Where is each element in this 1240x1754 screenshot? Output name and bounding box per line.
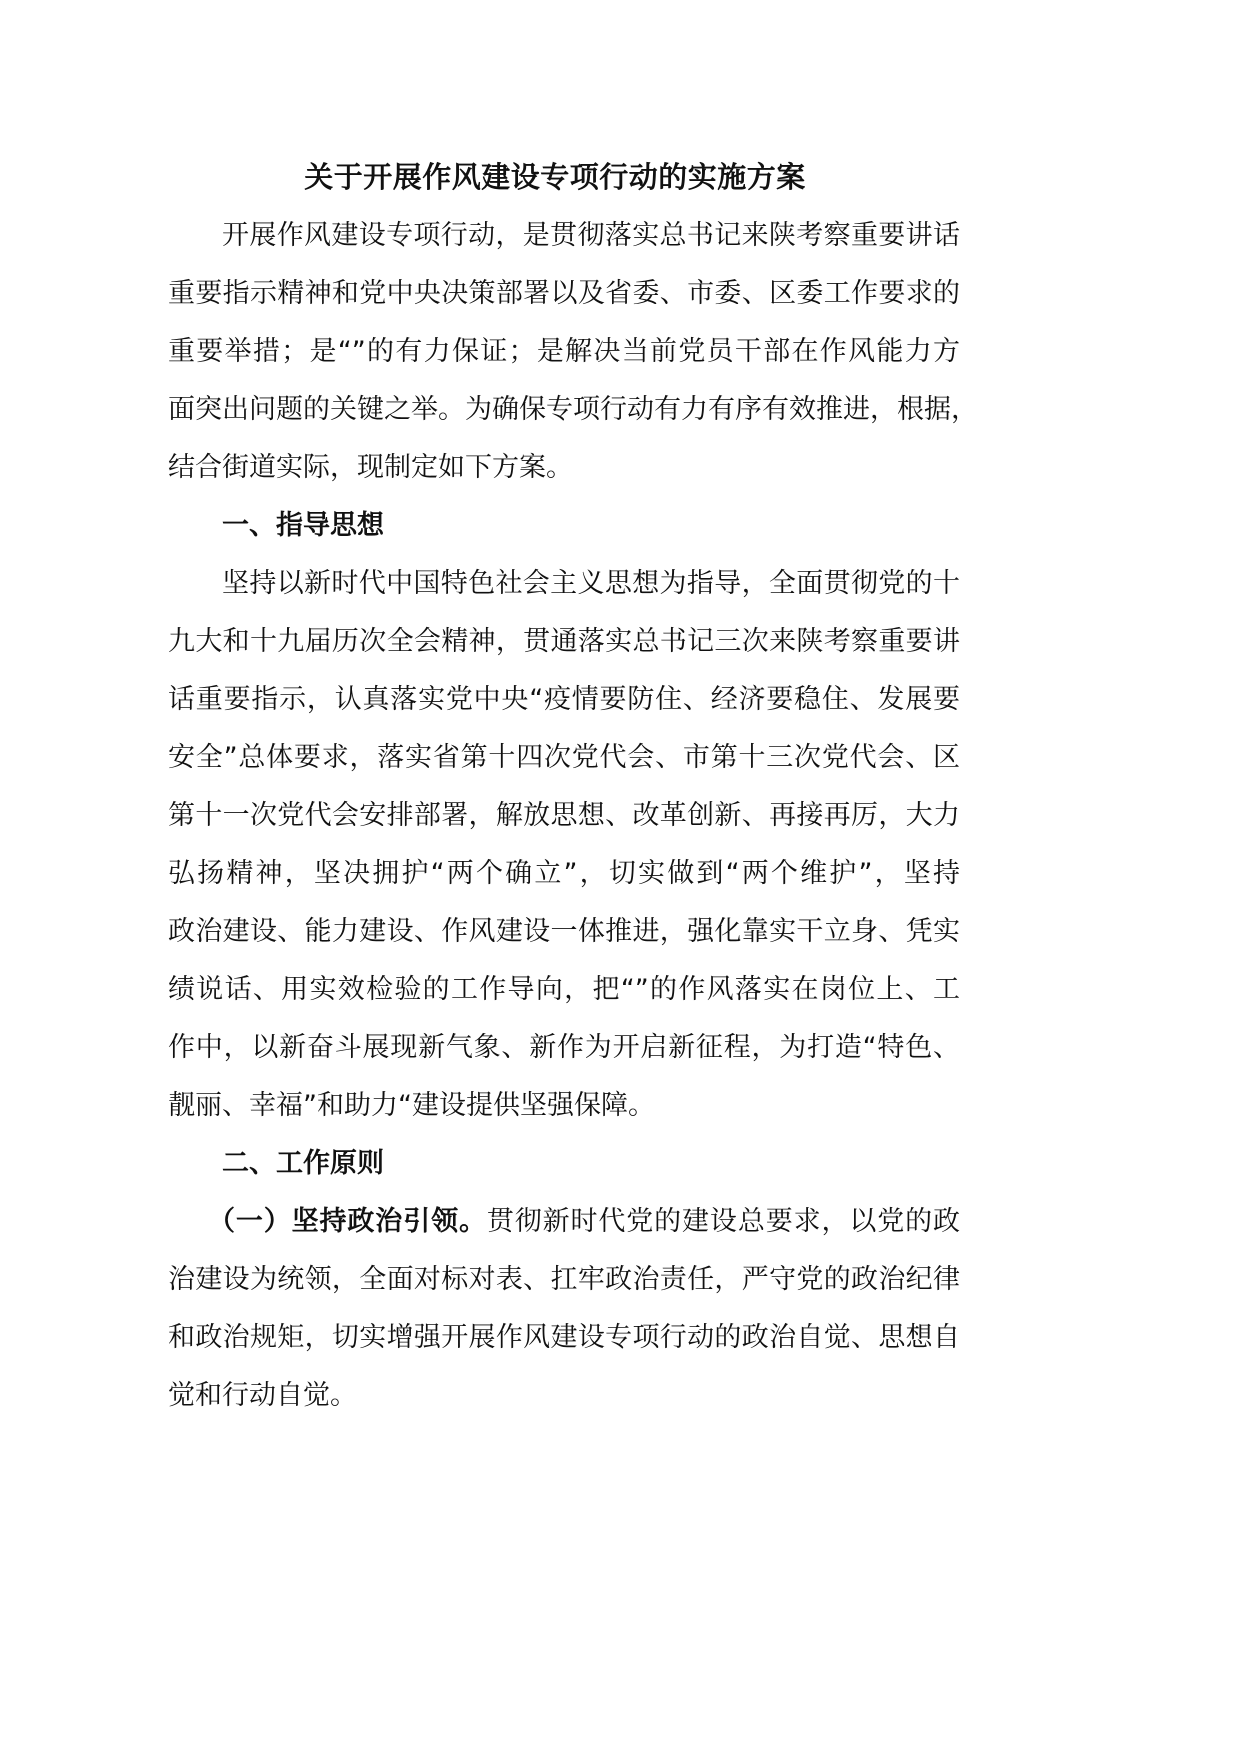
document-body: [168, 213, 978, 1431]
paragraph-line: 九大和十九届历次全会精神，贯通落实总书记三次来陕考察重要讲: [168, 626, 960, 657]
paragraph-line: 政治建设、能力建设、作风建设一体推进，强化靠实干立身、凭实: [168, 916, 960, 947]
paragraph-line: 靓丽、幸福”和助力“建设提供坚强保障。: [168, 1090, 655, 1121]
paragraph-line: 开展作风建设专项行动，是贯彻落实总书记来陕考察重要讲话: [222, 220, 960, 251]
item-text: 贯彻新时代党的建设总要求，以党的政: [486, 1206, 961, 1237]
paragraph-line: 安全”总体要求，落实省第十四次党代会、市第十三次党代会、区: [168, 742, 960, 773]
paragraph-line: 绩说话、用实效检验的工作导向，把“”的作风落实在岗位上、工: [168, 974, 960, 1005]
paragraph-line: 第十一次党代会安排部署，解放思想、改革创新、再接再厉，大力: [168, 800, 960, 831]
paragraph-line: [168, 1199, 960, 1257]
document-title: 关于开展作风建设专项行动的实施方案: [304, 160, 806, 194]
paragraph-line: 重要举措；是“”的有力保证；是解决当前党员干部在作风能力方: [168, 336, 960, 367]
paragraph-line: 坚持以新时代中国特色社会主义思想为指导，全面贯彻党的十: [222, 568, 960, 599]
paragraph-line: 结合街道实际，现制定如下方案。: [168, 452, 573, 483]
item-label: （一）坚持政治引领。: [208, 1206, 487, 1237]
section-heading: 一、指导思想: [222, 510, 384, 541]
paragraph-line: 觉和行动自觉。: [168, 1380, 357, 1411]
paragraph-line: 面突出问题的关键之举。为确保专项行动有力有序有效推进，根据，: [168, 394, 978, 425]
paragraph-line: 话重要指示，认真落实党中央“疫情要防住、经济要稳住、发展要: [168, 684, 960, 715]
paragraph-line: 和政治规矩，切实增强开展作风建设专项行动的政治自觉、思想自: [168, 1322, 960, 1353]
section-heading: 二、工作原则: [222, 1148, 384, 1179]
paragraph-line: 治建设为统领，全面对标对表、扛牢政治责任，严守党的政治纪律: [168, 1264, 960, 1295]
paragraph-line: 重要指示精神和党中央决策部署以及省委、市委、区委工作要求的: [168, 278, 960, 309]
paragraph-line: 弘扬精神，坚决拥护“两个确立”，切实做到“两个维护”，坚持: [168, 858, 960, 889]
paragraph-line: 作中，以新奋斗展现新气象、新作为开启新征程，为打造“特色、: [168, 1032, 960, 1063]
